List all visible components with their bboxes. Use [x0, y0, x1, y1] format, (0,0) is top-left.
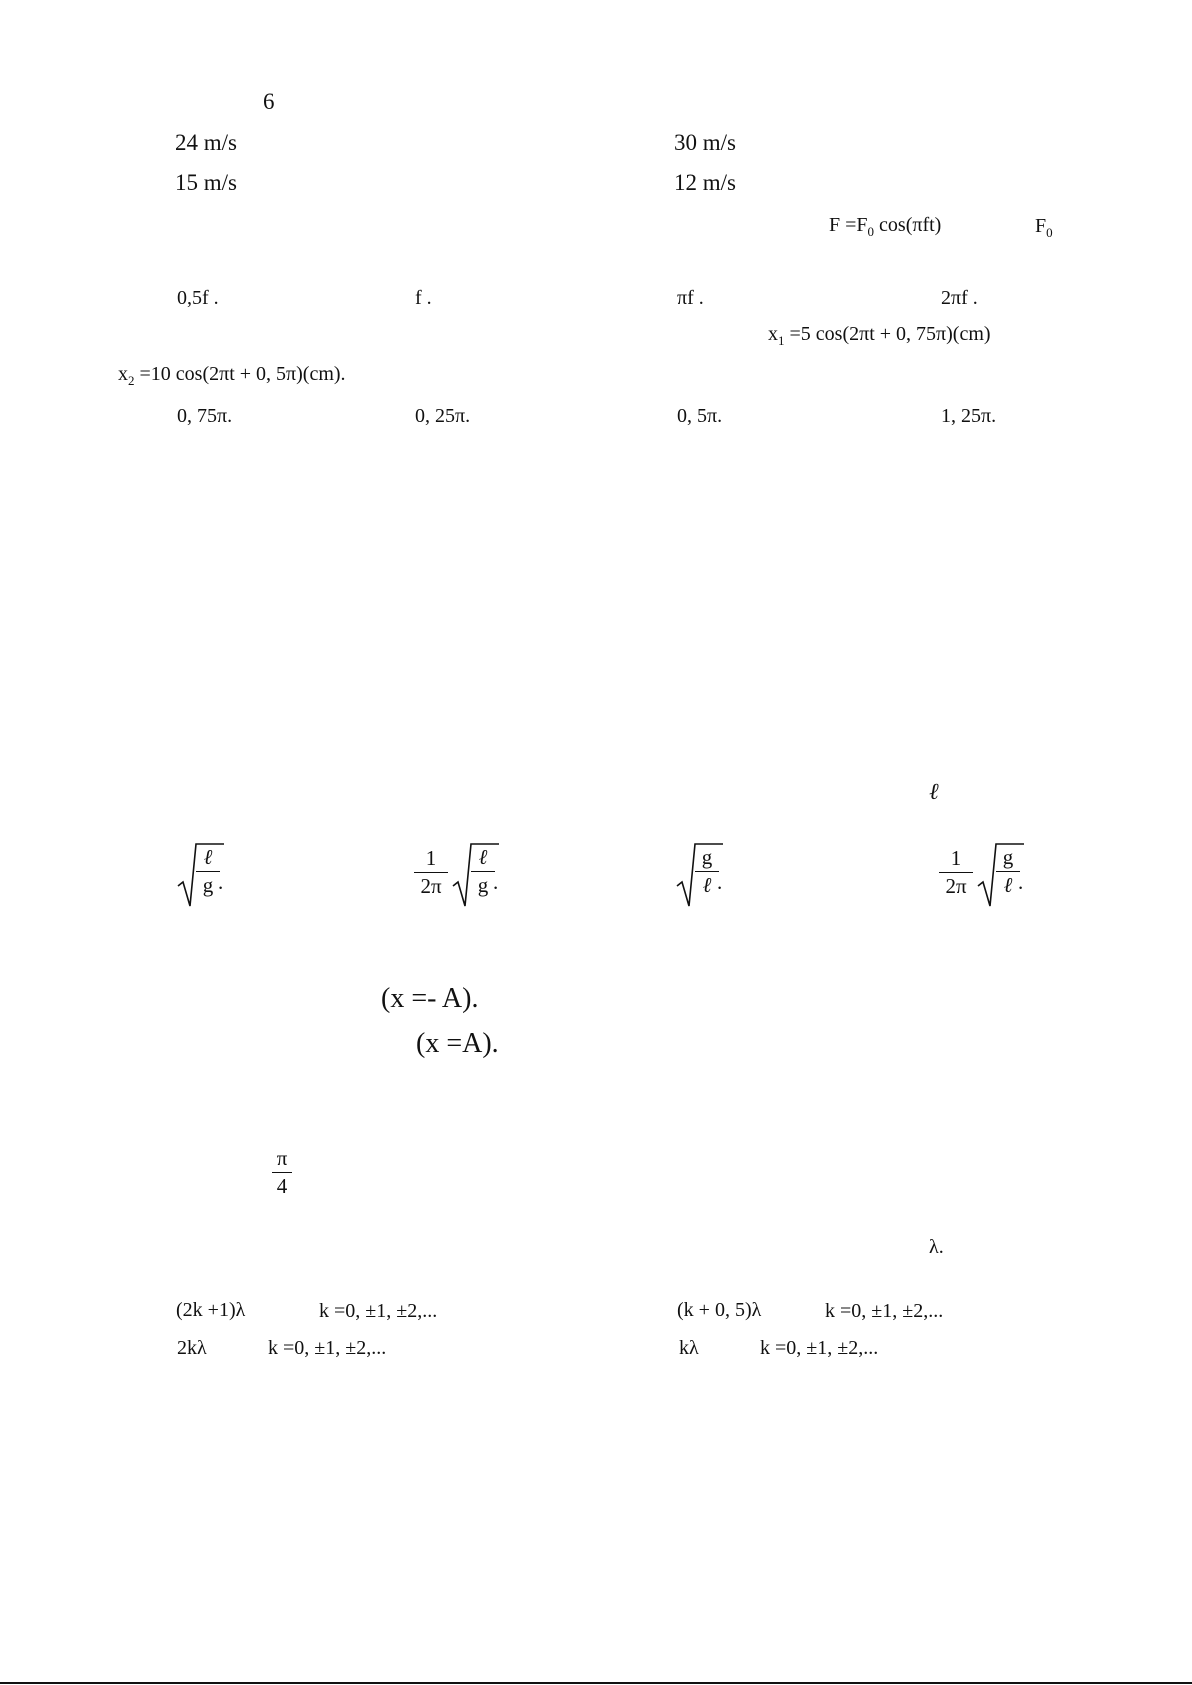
option-a-wave-k: k =0, ±1, ±2,...	[319, 1300, 438, 1322]
frac-denominator: ℓ	[702, 873, 712, 897]
option-c-phase: 0, 5π.	[677, 405, 723, 427]
coef-denominator: 2π	[945, 874, 967, 898]
option-d-coefficient	[939, 848, 973, 897]
phase-fraction	[272, 1148, 292, 1197]
option-c-wave: 2kλ	[177, 1337, 207, 1359]
option-b-speed: 30 m/s	[674, 130, 736, 155]
position-positive-amplitude: (x =A).	[416, 1028, 499, 1059]
option-d-wave: kλ	[679, 1337, 699, 1359]
x2-subscript: 2	[128, 373, 135, 388]
option-dot: .	[493, 870, 499, 894]
option-b-pendulum	[451, 842, 501, 908]
option-b-frequency: f .	[415, 287, 432, 309]
option-d-wave-k: k =0, ±1, ±2,...	[760, 1337, 879, 1359]
force-amplitude-subscript: 0	[1046, 225, 1053, 240]
force-amplitude	[1035, 216, 1053, 239]
x2-base: x	[118, 363, 128, 385]
oscillation-x2-equation	[118, 364, 346, 387]
phase-fraction-bar	[272, 1172, 292, 1173]
option-c-pendulum	[675, 842, 725, 908]
option-d-frequency: 2πf .	[941, 287, 978, 309]
coef-fraction-bar	[414, 872, 448, 873]
x2-expression: =10 cos(2πt + 0, 5π)(cm).	[139, 363, 346, 385]
frac-numerator: ℓ	[203, 845, 213, 869]
x1-subscript: 1	[778, 333, 785, 348]
force-amplitude-base: F	[1035, 215, 1047, 237]
option-a-frequency: 0,5f .	[177, 287, 219, 309]
option-a-speed: 24 m/s	[175, 130, 237, 155]
coef-denominator: 2π	[420, 874, 442, 898]
option-d-speed: 12 m/s	[674, 170, 736, 195]
frac-denominator: ℓ	[1003, 873, 1013, 897]
pendulum-length-symbol: ℓ	[929, 779, 939, 804]
force-equals-F: =F	[845, 214, 868, 236]
force-symbol: F	[829, 214, 841, 236]
position-negative-amplitude: (x =- A).	[381, 983, 479, 1014]
phase-fraction-numerator: π	[276, 1146, 288, 1170]
bottom-rule	[0, 1682, 1192, 1684]
phase-fraction-denominator: 4	[276, 1174, 288, 1198]
coef-numerator: 1	[950, 846, 962, 870]
option-b-phase: 0, 25π.	[415, 405, 471, 427]
frac-denominator: g	[202, 873, 214, 897]
option-d-pendulum	[976, 842, 1026, 908]
wavelength-symbol: λ.	[929, 1236, 944, 1258]
option-dot: .	[218, 870, 224, 894]
frac-numerator: g	[1002, 845, 1014, 869]
option-a-pendulum	[176, 842, 226, 908]
option-a-wave: (2k +1)λ	[176, 1299, 246, 1321]
frac-numerator: g	[701, 845, 713, 869]
frac-numerator: ℓ	[478, 845, 488, 869]
option-b-wave-k: k =0, ±1, ±2,...	[825, 1300, 944, 1322]
force-equation	[829, 215, 941, 238]
option-d-phase: 1, 25π.	[941, 405, 997, 427]
option-a-phase: 0, 75π.	[177, 405, 233, 427]
option-b-coefficient	[414, 848, 448, 897]
option-dot: .	[717, 870, 723, 894]
frac-denominator: g	[477, 873, 489, 897]
coef-fraction-bar	[939, 872, 973, 873]
x1-base: x	[768, 323, 778, 345]
option-c-speed: 15 m/s	[175, 170, 237, 195]
option-b-wave: (k + 0, 5)λ	[677, 1299, 762, 1321]
x1-expression: =5 cos(2πt + 0, 75π)(cm)	[789, 323, 991, 345]
coef-numerator: 1	[425, 846, 437, 870]
page-number: 6	[263, 89, 275, 114]
force-argument: (πft)	[905, 214, 942, 236]
force-subscript: 0	[867, 224, 875, 239]
option-c-frequency: πf .	[677, 287, 704, 309]
force-cos: cos	[874, 214, 906, 236]
oscillation-x1-equation	[768, 324, 991, 347]
option-dot: .	[1018, 870, 1024, 894]
option-c-wave-k: k =0, ±1, ±2,...	[268, 1337, 387, 1359]
